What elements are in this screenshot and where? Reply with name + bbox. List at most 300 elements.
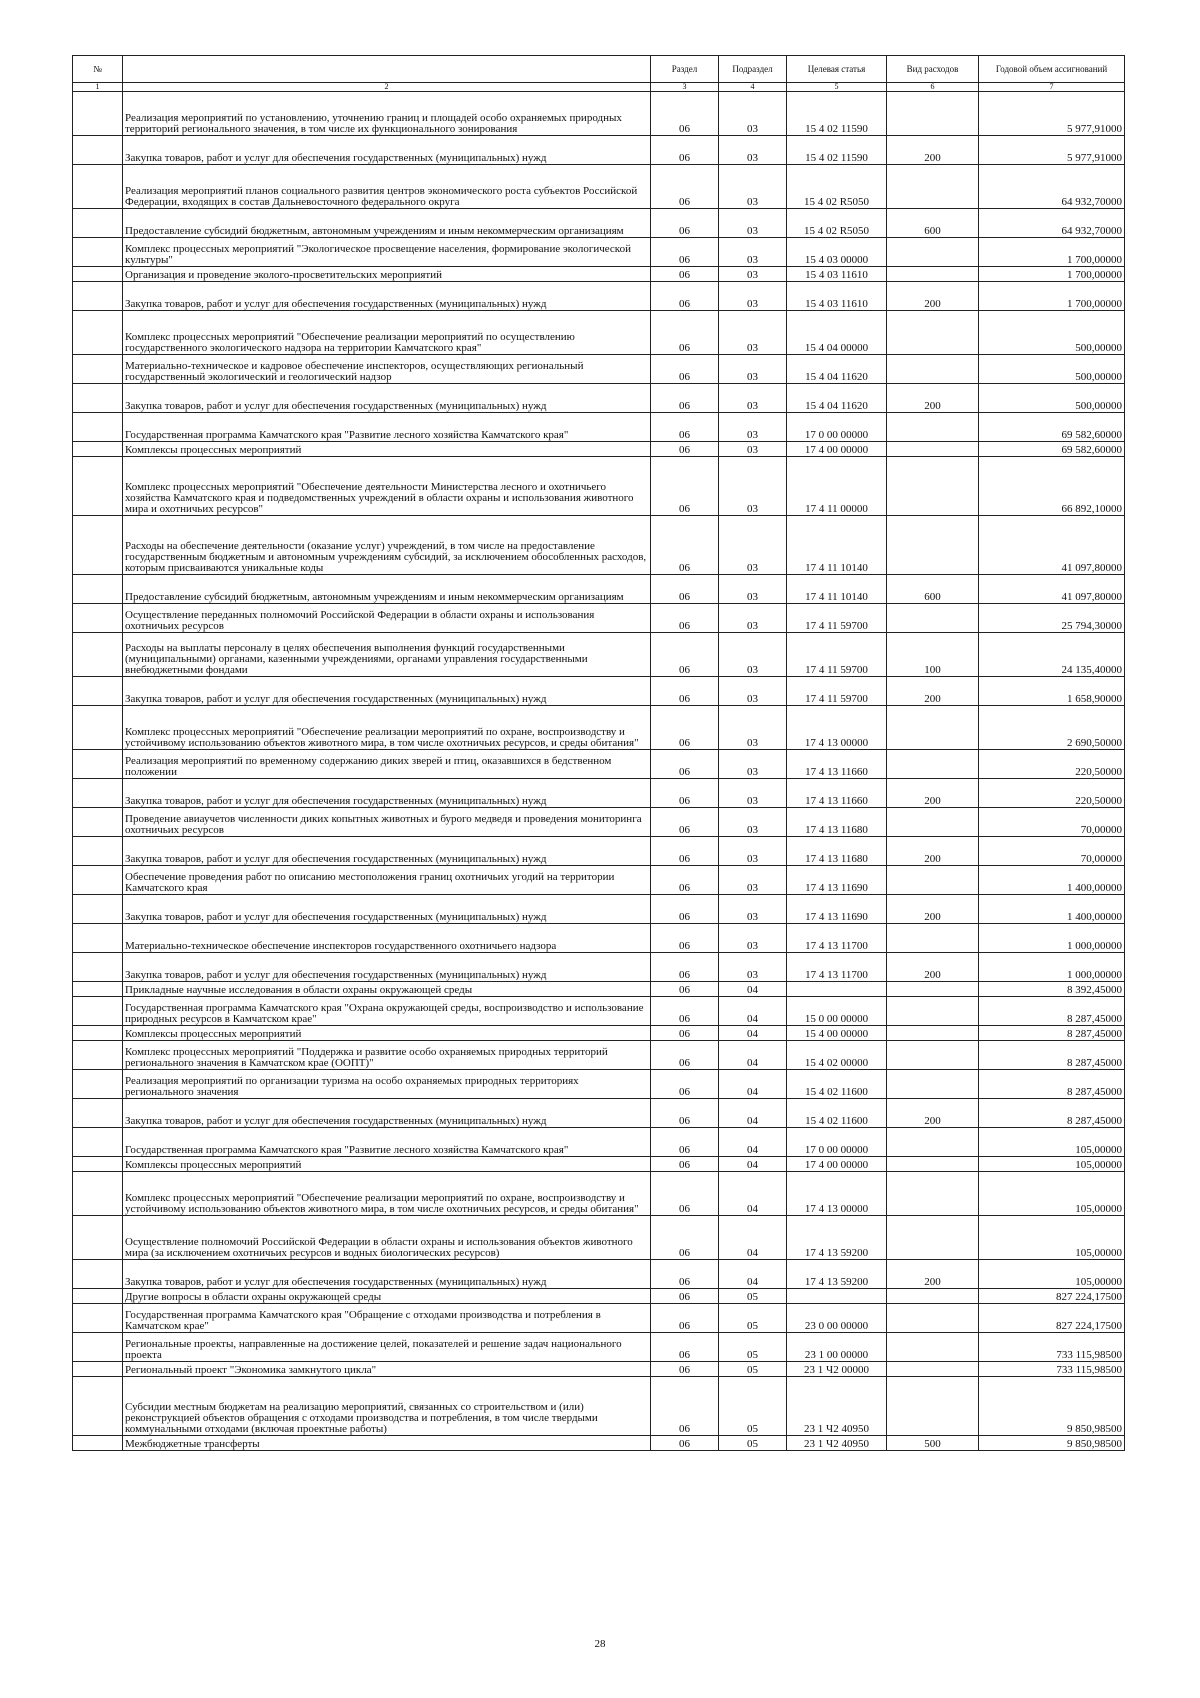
row-podrazdel-cell: 03: [719, 808, 787, 837]
row-number-cell: [73, 866, 123, 895]
row-name-cell: Обеспечение проведения работ по описанию местоположения границ охотничьих угодий на территории Камчатского края: [123, 866, 651, 895]
row-podrazdel-cell: 03: [719, 384, 787, 413]
row-tselevaya-cell: 17 4 11 10140: [787, 516, 887, 575]
row-name-cell: Комплексы процессных мероприятий: [123, 442, 651, 457]
row-number-cell: [73, 238, 123, 267]
row-number-cell: [73, 457, 123, 516]
row-podrazdel-cell: 05: [719, 1436, 787, 1451]
row-razdel-cell: 06: [651, 633, 719, 677]
row-vid-cell: [887, 808, 979, 837]
row-tselevaya-cell: 17 4 13 11680: [787, 808, 887, 837]
row-amount-cell: 25 794,30000: [979, 604, 1125, 633]
table-row: [73, 997, 1125, 1026]
row-name-cell: Другие вопросы в области охраны окружающей среды: [123, 1289, 651, 1304]
row-podrazdel-cell: 04: [719, 1041, 787, 1070]
row-vid-cell: 200: [887, 895, 979, 924]
row-amount-cell: 1 400,00000: [979, 866, 1125, 895]
row-podrazdel-cell: 04: [719, 1026, 787, 1041]
table-row: [73, 866, 1125, 895]
row-podrazdel-cell: 04: [719, 1070, 787, 1099]
row-razdel-cell: 06: [651, 442, 719, 457]
row-amount-cell: 69 582,60000: [979, 413, 1125, 442]
row-tselevaya-cell: 15 4 02 11600: [787, 1070, 887, 1099]
row-razdel-cell: 06: [651, 1026, 719, 1041]
row-amount-cell: 8 392,45000: [979, 982, 1125, 997]
row-vid-cell: [887, 1333, 979, 1362]
col-header-num: №: [73, 56, 123, 83]
row-podrazdel-cell: 03: [719, 282, 787, 311]
row-amount-cell: 8 287,45000: [979, 1070, 1125, 1099]
row-tselevaya-cell: 23 0 00 00000: [787, 1304, 887, 1333]
row-number-cell: [73, 1333, 123, 1362]
row-name-cell: Проведение авиаучетов численности диких копытных животных и бурого медведя и проведения мониторинга охотничьих ресурсов: [123, 808, 651, 837]
row-amount-cell: 105,00000: [979, 1216, 1125, 1260]
row-razdel-cell: 06: [651, 1362, 719, 1377]
row-number-cell: [73, 311, 123, 355]
row-name-cell: Комплекс процессных мероприятий "Обеспечение реализации мероприятий по охране, воспроизводству и устойчивому использованию объектов животного мира, в том числе охотничьих ресурсов, и среды обитания": [123, 1172, 651, 1216]
row-vid-cell: 200: [887, 1099, 979, 1128]
table-row: [73, 209, 1125, 238]
row-podrazdel-cell: 03: [719, 355, 787, 384]
row-razdel-cell: 06: [651, 1304, 719, 1333]
row-vid-cell: [887, 1070, 979, 1099]
row-name-cell: Закупка товаров, работ и услуг для обеспечения государственных (муниципальных) нужд: [123, 384, 651, 413]
row-vid-cell: [887, 750, 979, 779]
row-tselevaya-cell: 15 0 00 00000: [787, 997, 887, 1026]
row-name-cell: Закупка товаров, работ и услуг для обеспечения государственных (муниципальных) нужд: [123, 953, 651, 982]
table-row: [73, 604, 1125, 633]
row-podrazdel-cell: 03: [719, 604, 787, 633]
row-name-cell: Субсидии местным бюджетам на реализацию мероприятий, связанных со строительством и (или) реконструкцией объектов обращения с отходами производства и потребления, в том числе твердыми коммунальными отходами (включая проектные работы): [123, 1377, 651, 1436]
col-number: 6: [887, 83, 979, 92]
row-podrazdel-cell: 03: [719, 866, 787, 895]
row-vid-cell: [887, 997, 979, 1026]
table-row: [73, 1026, 1125, 1041]
table-row: [73, 982, 1125, 997]
row-number-cell: [73, 1099, 123, 1128]
row-vid-cell: [887, 165, 979, 209]
row-number-cell: [73, 1172, 123, 1216]
row-name-cell: Комплексы процессных мероприятий: [123, 1026, 651, 1041]
col-header-name: [123, 56, 651, 83]
row-amount-cell: 827 224,17500: [979, 1304, 1125, 1333]
row-razdel-cell: 06: [651, 1041, 719, 1070]
table-row: [73, 837, 1125, 866]
row-podrazdel-cell: 04: [719, 982, 787, 997]
table-row: [73, 413, 1125, 442]
row-number-cell: [73, 779, 123, 808]
table-row: [73, 1216, 1125, 1260]
row-podrazdel-cell: 04: [719, 1099, 787, 1128]
table-row: [73, 1436, 1125, 1451]
row-number-cell: [73, 633, 123, 677]
row-vid-cell: [887, 1362, 979, 1377]
table-row: [73, 92, 1125, 136]
row-number-cell: [73, 1041, 123, 1070]
row-number-cell: [73, 895, 123, 924]
row-tselevaya-cell: 17 4 13 11660: [787, 750, 887, 779]
row-razdel-cell: 06: [651, 267, 719, 282]
row-podrazdel-cell: 03: [719, 953, 787, 982]
header-row: [73, 56, 1125, 83]
row-razdel-cell: 06: [651, 457, 719, 516]
table-row: [73, 267, 1125, 282]
row-tselevaya-cell: 15 4 02 11600: [787, 1099, 887, 1128]
row-podrazdel-cell: 03: [719, 633, 787, 677]
row-number-cell: [73, 706, 123, 750]
row-razdel-cell: 06: [651, 808, 719, 837]
col-number: 3: [651, 83, 719, 92]
row-amount-cell: 500,00000: [979, 384, 1125, 413]
table-row: [73, 677, 1125, 706]
table-row: [73, 1304, 1125, 1333]
row-vid-cell: [887, 604, 979, 633]
table-row: [73, 779, 1125, 808]
row-name-cell: Предоставление субсидий бюджетным, автономным учреждениям и иным некоммерческим организациям: [123, 575, 651, 604]
row-amount-cell: 827 224,17500: [979, 1289, 1125, 1304]
row-podrazdel-cell: 04: [719, 1216, 787, 1260]
row-number-cell: [73, 1436, 123, 1451]
table-row: [73, 1377, 1125, 1436]
row-vid-cell: [887, 706, 979, 750]
row-number-cell: [73, 1362, 123, 1377]
table-row: [73, 1172, 1125, 1216]
row-vid-cell: 200: [887, 136, 979, 165]
row-razdel-cell: 06: [651, 136, 719, 165]
row-name-cell: Осуществление полномочий Российской Федерации в области охраны и использования объектов животного мира (за исключением охотничьих ресурсов и водных биологических ресурсов): [123, 1216, 651, 1260]
row-name-cell: Материально-техническое и кадровое обеспечение инспекторов, осуществляющих региональный государственный экологический и геологический надзор: [123, 355, 651, 384]
col-header-vid: Вид расходов: [887, 56, 979, 83]
col-header-podrazdel: Подраздел: [719, 56, 787, 83]
table-row: [73, 1289, 1125, 1304]
row-podrazdel-cell: 03: [719, 267, 787, 282]
row-name-cell: Организация и проведение эколого-просветительских мероприятий: [123, 267, 651, 282]
row-razdel-cell: 06: [651, 1260, 719, 1289]
table-row: [73, 808, 1125, 837]
row-name-cell: Реализация мероприятий по установлению, уточнению границ и площадей особо охраняемых природных территорий регионального значения, в том числе их функционального зонирования: [123, 92, 651, 136]
row-tselevaya-cell: 15 4 02 11590: [787, 92, 887, 136]
row-name-cell: Расходы на выплаты персоналу в целях обеспечения выполнения функций государственными (муниципальными) органами, казенными учреждениями, органами управления государственными внебюджетными фондами: [123, 633, 651, 677]
row-name-cell: Государственная программа Камчатского края "Охрана окружающей среды, воспроизводство и использование природных ресурсов в Камчатском крае": [123, 997, 651, 1026]
row-number-cell: [73, 1157, 123, 1172]
row-vid-cell: [887, 457, 979, 516]
row-tselevaya-cell: 17 4 11 00000: [787, 457, 887, 516]
row-vid-cell: [887, 92, 979, 136]
row-podrazdel-cell: 03: [719, 136, 787, 165]
row-name-cell: Закупка товаров, работ и услуг для обеспечения государственных (муниципальных) нужд: [123, 779, 651, 808]
row-vid-cell: 200: [887, 677, 979, 706]
row-vid-cell: [887, 442, 979, 457]
col-header-razdel: Раздел: [651, 56, 719, 83]
row-tselevaya-cell: 15 4 03 11610: [787, 267, 887, 282]
row-podrazdel-cell: 04: [719, 997, 787, 1026]
row-amount-cell: 105,00000: [979, 1157, 1125, 1172]
row-razdel-cell: 06: [651, 238, 719, 267]
row-podrazdel-cell: 05: [719, 1377, 787, 1436]
row-tselevaya-cell: 15 4 04 00000: [787, 311, 887, 355]
row-number-cell: [73, 92, 123, 136]
row-tselevaya-cell: 17 4 13 11690: [787, 895, 887, 924]
row-number-cell: [73, 1260, 123, 1289]
row-amount-cell: 8 287,45000: [979, 1099, 1125, 1128]
row-tselevaya-cell: 17 4 11 59700: [787, 677, 887, 706]
row-tselevaya-cell: 17 4 13 11680: [787, 837, 887, 866]
row-name-cell: Закупка товаров, работ и услуг для обеспечения государственных (муниципальных) нужд: [123, 677, 651, 706]
table-row: [73, 953, 1125, 982]
row-name-cell: Закупка товаров, работ и услуг для обеспечения государственных (муниципальных) нужд: [123, 895, 651, 924]
row-razdel-cell: 06: [651, 1289, 719, 1304]
row-vid-cell: [887, 866, 979, 895]
row-vid-cell: [887, 1041, 979, 1070]
table-row: [73, 1070, 1125, 1099]
row-razdel-cell: 06: [651, 282, 719, 311]
row-number-cell: [73, 997, 123, 1026]
row-name-cell: Закупка товаров, работ и услуг для обеспечения государственных (муниципальных) нужд: [123, 1260, 651, 1289]
row-tselevaya-cell: 17 4 13 00000: [787, 1172, 887, 1216]
row-podrazdel-cell: 04: [719, 1128, 787, 1157]
row-razdel-cell: 06: [651, 750, 719, 779]
row-amount-cell: 733 115,98500: [979, 1333, 1125, 1362]
row-number-cell: [73, 267, 123, 282]
row-name-cell: Закупка товаров, работ и услуг для обеспечения государственных (муниципальных) нужд: [123, 136, 651, 165]
table-row: [73, 238, 1125, 267]
row-tselevaya-cell: 15 4 03 11610: [787, 282, 887, 311]
row-amount-cell: 500,00000: [979, 311, 1125, 355]
row-name-cell: Закупка товаров, работ и услуг для обеспечения государственных (муниципальных) нужд: [123, 1099, 651, 1128]
row-podrazdel-cell: 03: [719, 924, 787, 953]
row-razdel-cell: 06: [651, 1172, 719, 1216]
row-amount-cell: 41 097,80000: [979, 575, 1125, 604]
column-number-row: [73, 83, 1125, 92]
row-name-cell: Реализация мероприятий планов социального развития центров экономического роста субъектов Российской Федерации, входящих в состав Дальневосточного федерального округа: [123, 165, 651, 209]
table-row: [73, 1128, 1125, 1157]
row-amount-cell: 9 850,98500: [979, 1377, 1125, 1436]
row-tselevaya-cell: 23 1 Ч2 40950: [787, 1377, 887, 1436]
table-row: [73, 442, 1125, 457]
row-razdel-cell: 06: [651, 895, 719, 924]
row-vid-cell: 600: [887, 209, 979, 238]
table-row: [73, 1333, 1125, 1362]
row-vid-cell: [887, 311, 979, 355]
row-number-cell: [73, 355, 123, 384]
row-number-cell: [73, 1304, 123, 1333]
row-tselevaya-cell: 17 4 13 00000: [787, 706, 887, 750]
row-razdel-cell: 06: [651, 575, 719, 604]
row-razdel-cell: 06: [651, 677, 719, 706]
row-razdel-cell: 06: [651, 384, 719, 413]
row-number-cell: [73, 575, 123, 604]
row-tselevaya-cell: 17 4 13 11690: [787, 866, 887, 895]
row-amount-cell: 8 287,45000: [979, 1041, 1125, 1070]
row-razdel-cell: 06: [651, 1099, 719, 1128]
col-header-tselevaya: Целевая статья: [787, 56, 887, 83]
row-tselevaya-cell: 17 4 13 59200: [787, 1216, 887, 1260]
row-amount-cell: 1 700,00000: [979, 282, 1125, 311]
row-number-cell: [73, 282, 123, 311]
row-razdel-cell: 06: [651, 92, 719, 136]
row-vid-cell: 600: [887, 575, 979, 604]
row-vid-cell: 200: [887, 837, 979, 866]
row-number-cell: [73, 750, 123, 779]
col-header-obem: Годовой объем ассигнований: [979, 56, 1125, 83]
row-number-cell: [73, 413, 123, 442]
row-podrazdel-cell: 04: [719, 1260, 787, 1289]
row-amount-cell: 69 582,60000: [979, 442, 1125, 457]
row-number-cell: [73, 165, 123, 209]
row-name-cell: Региональные проекты, направленные на достижение целей, показателей и решение задач национального проекта: [123, 1333, 651, 1362]
row-amount-cell: 2 690,50000: [979, 706, 1125, 750]
row-amount-cell: 1 000,00000: [979, 953, 1125, 982]
table-row: [73, 457, 1125, 516]
row-amount-cell: 64 932,70000: [979, 165, 1125, 209]
row-number-cell: [73, 837, 123, 866]
row-number-cell: [73, 1026, 123, 1041]
row-podrazdel-cell: 05: [719, 1289, 787, 1304]
row-vid-cell: [887, 1216, 979, 1260]
row-podrazdel-cell: 03: [719, 209, 787, 238]
row-razdel-cell: 06: [651, 982, 719, 997]
row-podrazdel-cell: 03: [719, 165, 787, 209]
table-row: [73, 136, 1125, 165]
row-podrazdel-cell: 03: [719, 779, 787, 808]
row-razdel-cell: 06: [651, 413, 719, 442]
budget-table: [72, 55, 1125, 1451]
row-amount-cell: 733 115,98500: [979, 1362, 1125, 1377]
row-amount-cell: 500,00000: [979, 355, 1125, 384]
row-podrazdel-cell: 03: [719, 677, 787, 706]
row-podrazdel-cell: 03: [719, 706, 787, 750]
row-tselevaya-cell: 15 4 00 00000: [787, 1026, 887, 1041]
row-amount-cell: 105,00000: [979, 1260, 1125, 1289]
table-row: [73, 1099, 1125, 1128]
row-tselevaya-cell: 15 4 04 11620: [787, 355, 887, 384]
row-amount-cell: 1 400,00000: [979, 895, 1125, 924]
row-number-cell: [73, 1377, 123, 1436]
row-tselevaya-cell: 17 0 00 00000: [787, 1128, 887, 1157]
row-tselevaya-cell: 15 4 04 11620: [787, 384, 887, 413]
row-tselevaya-cell: 17 4 00 00000: [787, 442, 887, 457]
table-row: [73, 355, 1125, 384]
row-tselevaya-cell: 17 4 00 00000: [787, 1157, 887, 1172]
row-tselevaya-cell: 15 4 02 00000: [787, 1041, 887, 1070]
row-name-cell: Комплекс процессных мероприятий "Обеспечение реализации мероприятий по осуществлению государственного экологического надзора на территории Камчатского края": [123, 311, 651, 355]
row-amount-cell: 1 658,90000: [979, 677, 1125, 706]
row-tselevaya-cell: 23 1 00 00000: [787, 1333, 887, 1362]
table-row: [73, 1260, 1125, 1289]
row-podrazdel-cell: 03: [719, 442, 787, 457]
row-razdel-cell: 06: [651, 165, 719, 209]
row-vid-cell: 100: [887, 633, 979, 677]
row-tselevaya-cell: 17 4 13 11700: [787, 924, 887, 953]
row-name-cell: Реализация мероприятий по временному содержанию диких зверей и птиц, оказавшихся в бедственном положении: [123, 750, 651, 779]
row-vid-cell: [887, 267, 979, 282]
row-name-cell: Материально-техническое обеспечение инспекторов государственного охотничьего надзора: [123, 924, 651, 953]
row-vid-cell: [887, 238, 979, 267]
table-row: [73, 633, 1125, 677]
row-razdel-cell: 06: [651, 516, 719, 575]
row-vid-cell: [887, 1172, 979, 1216]
row-number-cell: [73, 604, 123, 633]
row-name-cell: Закупка товаров, работ и услуг для обеспечения государственных (муниципальных) нужд: [123, 837, 651, 866]
row-name-cell: Государственная программа Камчатского края "Развитие лесного хозяйства Камчатского края": [123, 413, 651, 442]
row-podrazdel-cell: 05: [719, 1333, 787, 1362]
row-podrazdel-cell: 03: [719, 413, 787, 442]
row-razdel-cell: 06: [651, 1377, 719, 1436]
row-razdel-cell: 06: [651, 1216, 719, 1260]
row-number-cell: [73, 1216, 123, 1260]
row-podrazdel-cell: 03: [719, 92, 787, 136]
row-name-cell: Комплекс процессных мероприятий "Обеспечение реализации мероприятий по охране, воспроизводству и устойчивому использованию объектов животного мира, в том числе охотничьих ресурсов, и среды обитания": [123, 706, 651, 750]
row-tselevaya-cell: 15 4 02 11590: [787, 136, 887, 165]
row-podrazdel-cell: 05: [719, 1304, 787, 1333]
col-number: 4: [719, 83, 787, 92]
row-razdel-cell: 06: [651, 953, 719, 982]
row-name-cell: Межбюджетные трансферты: [123, 1436, 651, 1451]
row-amount-cell: 66 892,10000: [979, 457, 1125, 516]
table-row: [73, 1362, 1125, 1377]
row-name-cell: Государственная программа Камчатского края "Обращение с отходами производства и потребления в Камчатском крае": [123, 1304, 651, 1333]
row-razdel-cell: 06: [651, 997, 719, 1026]
row-amount-cell: 64 932,70000: [979, 209, 1125, 238]
row-razdel-cell: 06: [651, 1157, 719, 1172]
page-number: 28: [594, 1638, 606, 1650]
row-podrazdel-cell: 03: [719, 837, 787, 866]
row-number-cell: [73, 516, 123, 575]
row-amount-cell: 1 700,00000: [979, 267, 1125, 282]
row-amount-cell: 220,50000: [979, 779, 1125, 808]
row-number-cell: [73, 924, 123, 953]
row-razdel-cell: 06: [651, 1333, 719, 1362]
row-tselevaya-cell: 17 4 11 59700: [787, 604, 887, 633]
row-tselevaya-cell: [787, 1289, 887, 1304]
table-row: [73, 516, 1125, 575]
row-razdel-cell: 06: [651, 706, 719, 750]
row-tselevaya-cell: 15 4 02 R5050: [787, 165, 887, 209]
row-podrazdel-cell: 03: [719, 457, 787, 516]
row-podrazdel-cell: 03: [719, 516, 787, 575]
row-number-cell: [73, 953, 123, 982]
row-razdel-cell: 06: [651, 779, 719, 808]
row-razdel-cell: 06: [651, 209, 719, 238]
row-number-cell: [73, 1070, 123, 1099]
table-row: [73, 706, 1125, 750]
table-row: [73, 165, 1125, 209]
row-vid-cell: [887, 355, 979, 384]
row-razdel-cell: 06: [651, 604, 719, 633]
row-razdel-cell: 06: [651, 866, 719, 895]
row-name-cell: Прикладные научные исследования в области охраны окружающей среды: [123, 982, 651, 997]
budget-rows: [73, 92, 1125, 1451]
row-amount-cell: 220,50000: [979, 750, 1125, 779]
row-tselevaya-cell: 17 0 00 00000: [787, 413, 887, 442]
row-razdel-cell: 06: [651, 311, 719, 355]
row-tselevaya-cell: [787, 982, 887, 997]
row-amount-cell: 8 287,45000: [979, 997, 1125, 1026]
row-vid-cell: [887, 1026, 979, 1041]
row-amount-cell: 105,00000: [979, 1172, 1125, 1216]
row-amount-cell: 105,00000: [979, 1128, 1125, 1157]
row-podrazdel-cell: 03: [719, 238, 787, 267]
row-podrazdel-cell: 04: [719, 1172, 787, 1216]
row-amount-cell: 8 287,45000: [979, 1026, 1125, 1041]
row-podrazdel-cell: 03: [719, 750, 787, 779]
row-amount-cell: 1 700,00000: [979, 238, 1125, 267]
row-tselevaya-cell: 17 4 13 11660: [787, 779, 887, 808]
row-vid-cell: [887, 413, 979, 442]
row-podrazdel-cell: 04: [719, 1157, 787, 1172]
table-row: [73, 924, 1125, 953]
row-razdel-cell: 06: [651, 355, 719, 384]
